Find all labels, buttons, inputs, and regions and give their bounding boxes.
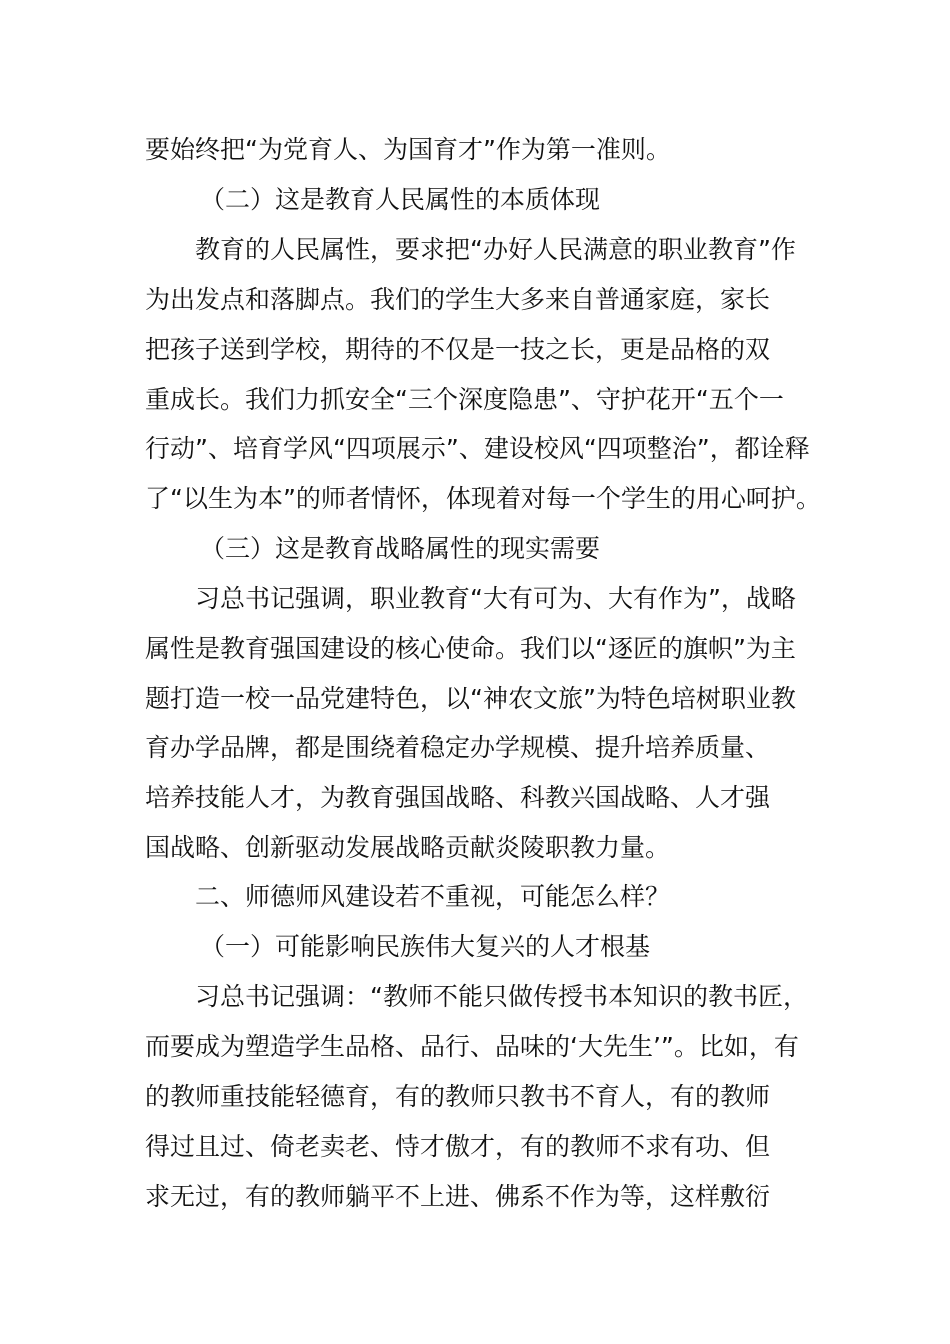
text-line-3: 教育的人民属性，要求把“办好人民满意的职业教育”作 [195,235,796,264]
text-line-1: 要始终把“为党育人、为国育才”作为第一准则。 [145,135,671,164]
text-line-4: 为出发点和落脚点。我们的学生大多来自普通家庭，家长 [145,285,771,314]
section-heading-2: （二）这是教育人民属性的本质体现 [200,185,601,214]
text-line-14: 培养技能人才，为教育强国战略、科教兴国战略、人才强 [145,783,771,812]
chapter-heading-2: 二、师德师风建设若不重视，可能怎么样？ [195,882,671,911]
text-line-5: 把孩子送到学校，期待的不仅是一技之长，更是品格的双 [145,335,771,364]
text-line-22: 求无过，有的教师躺平不上进、佛系不作为等，这样敷衍 [145,1182,771,1211]
section-heading-1: （一）可能影响民族伟大复兴的人才根基 [200,932,651,961]
text-line-21: 得过且过、倚老卖老、恃才傲才，有的教师不求有功、但 [145,1132,771,1161]
text-line-6: 重成长。我们力抓安全“三个深度隐患”、守护花开“五个一 [145,385,784,414]
text-line-12: 题打造一校一品党建特色，以“神农文旅”为特色培树职业教 [145,684,796,713]
text-line-18: 习总书记强调：“教师不能只做传授书本知识的教书匠， [195,982,808,1011]
text-line-13: 育办学品牌，都是围绕着稳定办学规模、提升培养质量、 [145,733,771,762]
text-line-7: 行动”、培育学风“四项展示”、建设校风“四项整治”，都诠释 [145,434,810,463]
text-line-20: 的教师重技能轻德育，有的教师只教书不育人，有的教师 [145,1082,771,1111]
text-line-15: 国战略、创新驱动发展战略贡献炎陵职教力量。 [145,833,671,862]
text-line-10: 习总书记强调，职业教育“大有可为、大有作为”，战略 [195,584,796,613]
text-line-8: 了“以生为本”的师者情怀，体现着对每一个学生的用心呵护。 [145,484,821,513]
section-heading-3: （三）这是教育战略属性的现实需要 [200,534,601,563]
text-line-11: 属性是教育强国建设的核心使命。我们以“逐匠的旗帜”为主 [145,634,796,663]
text-line-19: 而要成为塑造学生品格、品行、品味的‘大先生’”。比如，有 [145,1032,799,1061]
